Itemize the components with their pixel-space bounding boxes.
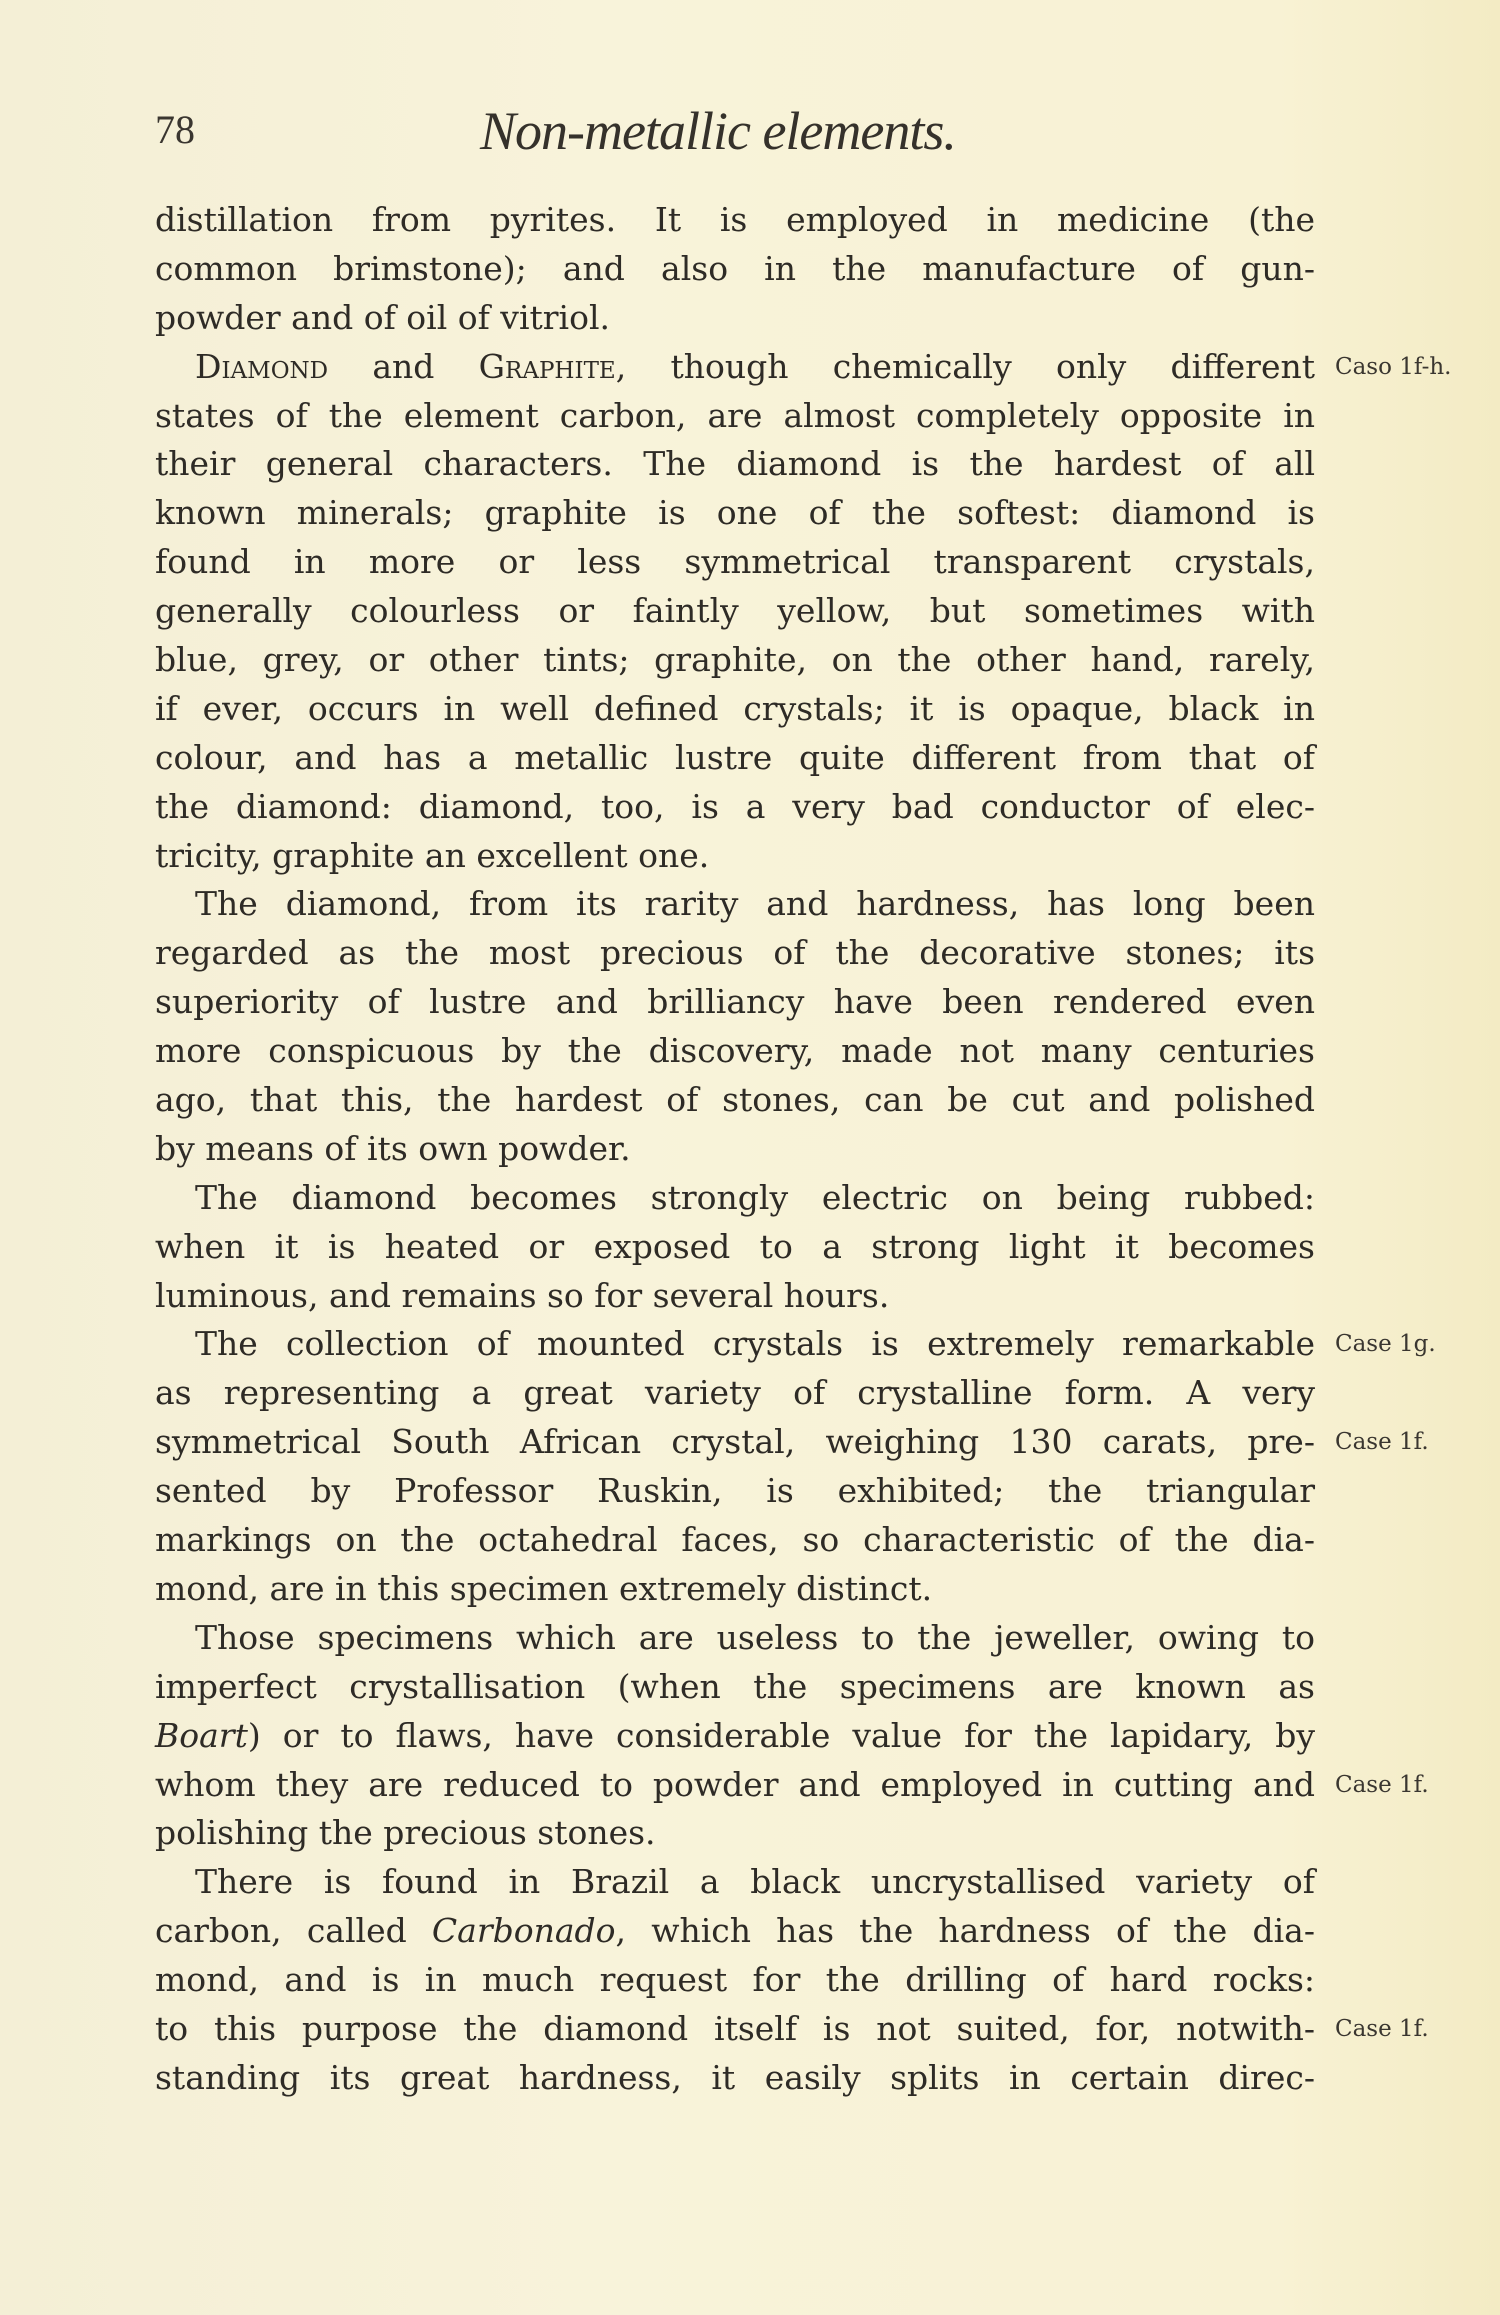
text-line: powder and of oil of vitriol. xyxy=(155,297,611,337)
text-line: to this purpose the diamond itself is not suited, for, notwith- Case 1f. xyxy=(155,2005,1315,2054)
text-line: states of the element carbon, are almost completely opposite in xyxy=(155,395,1315,435)
text-line: the diamond: diamond, too, is a very bad conductor of elec- xyxy=(155,786,1315,826)
text-line: when it is heated or exposed to a strong light it becomes xyxy=(155,1226,1315,1266)
text-line: generally colourless or faintly yellow, but sometimes with xyxy=(155,591,1315,631)
paragraph-start: Those specimens which are useless to the jeweller, owing to xyxy=(195,1617,1315,1657)
paragraph-start: The collection of mounted crystals is extremely remarkable Case 1g. xyxy=(155,1320,1315,1369)
text-line: their general characters. The diamond is the hardest of all xyxy=(155,444,1315,484)
text-line: if ever, occurs in well defined crystals; it is opaque, black in xyxy=(155,688,1315,728)
text-line: superiority of lustre and brilliancy have been rendered even xyxy=(155,982,1315,1022)
text-line: markings on the octahedral faces, so characteristic of the dia- xyxy=(155,1520,1315,1560)
text-line: mond, are in this specimen extremely distinct. xyxy=(155,1568,933,1608)
term-diamond: Diamond xyxy=(195,346,329,386)
text-line: known minerals; graphite is one of the softest: diamond is xyxy=(155,493,1315,533)
text-line: mond, and is in much request for the drilling of hard rocks: xyxy=(155,1960,1315,2000)
margin-note-case: Case 1g. xyxy=(1335,1331,1436,1358)
text-line: tricity, graphite an excellent one. xyxy=(155,835,710,875)
text-line: whom they are reduced to powder and employed in cutting and Case 1f. xyxy=(155,1761,1315,1810)
text-line: found in more or less symmetrical transparent crystals, xyxy=(155,542,1315,582)
paragraph-start: There is found in Brazil a black uncrystallised variety of xyxy=(195,1862,1315,1902)
margin-note-case: Case 1f. xyxy=(1335,2015,1429,2042)
text-line: by means of its own powder. xyxy=(155,1128,631,1168)
text-line: carbon, called Carbonado, which has the hardness of the dia- xyxy=(155,1911,1315,1951)
text-line: distillation from pyrites. It is employed in medicine (the xyxy=(155,200,1315,239)
text-line: more conspicuous by the discovery, made not many centuries xyxy=(155,1031,1315,1071)
text-line: symmetrical South African crystal, weighing 130 carats, pre- Case 1f. xyxy=(155,1418,1315,1467)
body-text xyxy=(155,196,1452,2103)
text-line: imperfect crystallisation (when the specimens are known as xyxy=(155,1666,1315,1706)
paragraph-start: The diamond, from its rarity and hardness, has long been xyxy=(195,884,1315,924)
term-carbonado: Carbonado xyxy=(431,1911,616,1951)
text-line: sented by Professor Ruskin, is exhibited; the triangular xyxy=(155,1471,1315,1511)
page-number: 78 xyxy=(155,107,195,152)
text-line: common brimstone); and also in the manufacture of gun- xyxy=(155,248,1315,288)
text-line: standing its great hardness, it easily splits in certain direc- xyxy=(155,2057,1315,2097)
text-line: blue, grey, or other tints; graphite, on the other hand, rarely, xyxy=(155,640,1315,680)
running-title: Non-metallic elements. xyxy=(480,101,956,161)
text-line: Boart) or to flaws, have considerable value for the lapidary, by xyxy=(155,1715,1315,1755)
paragraph-start-diamond-graphite: Diamond and Graphite, though chemically only different Caso 1f-h. xyxy=(155,343,1315,392)
margin-note-case: Case 1f. xyxy=(1335,1429,1429,1456)
margin-note-case: Case 1f. xyxy=(1335,1771,1429,1798)
term-graphite: Graphite xyxy=(478,346,616,386)
paragraph-start: The diamond becomes strongly electric on being rubbed: xyxy=(195,1177,1315,1217)
text-line: colour, and has a metallic lustre quite different from that of xyxy=(155,737,1315,777)
page-header xyxy=(155,100,1335,170)
text-line: luminous, and remains so for several hours. xyxy=(155,1275,890,1315)
text-line: as representing a great variety of crystalline form. A very xyxy=(155,1373,1315,1413)
margin-note-case: Caso 1f-h. xyxy=(1335,353,1452,380)
text-line: polishing the precious stones. xyxy=(155,1813,656,1853)
text-line: regarded as the most precious of the decorative stones; its xyxy=(155,933,1315,973)
term-boart: Boart xyxy=(155,1715,248,1755)
text-line: ago, that this, the hardest of stones, can be cut and polished xyxy=(155,1080,1315,1120)
